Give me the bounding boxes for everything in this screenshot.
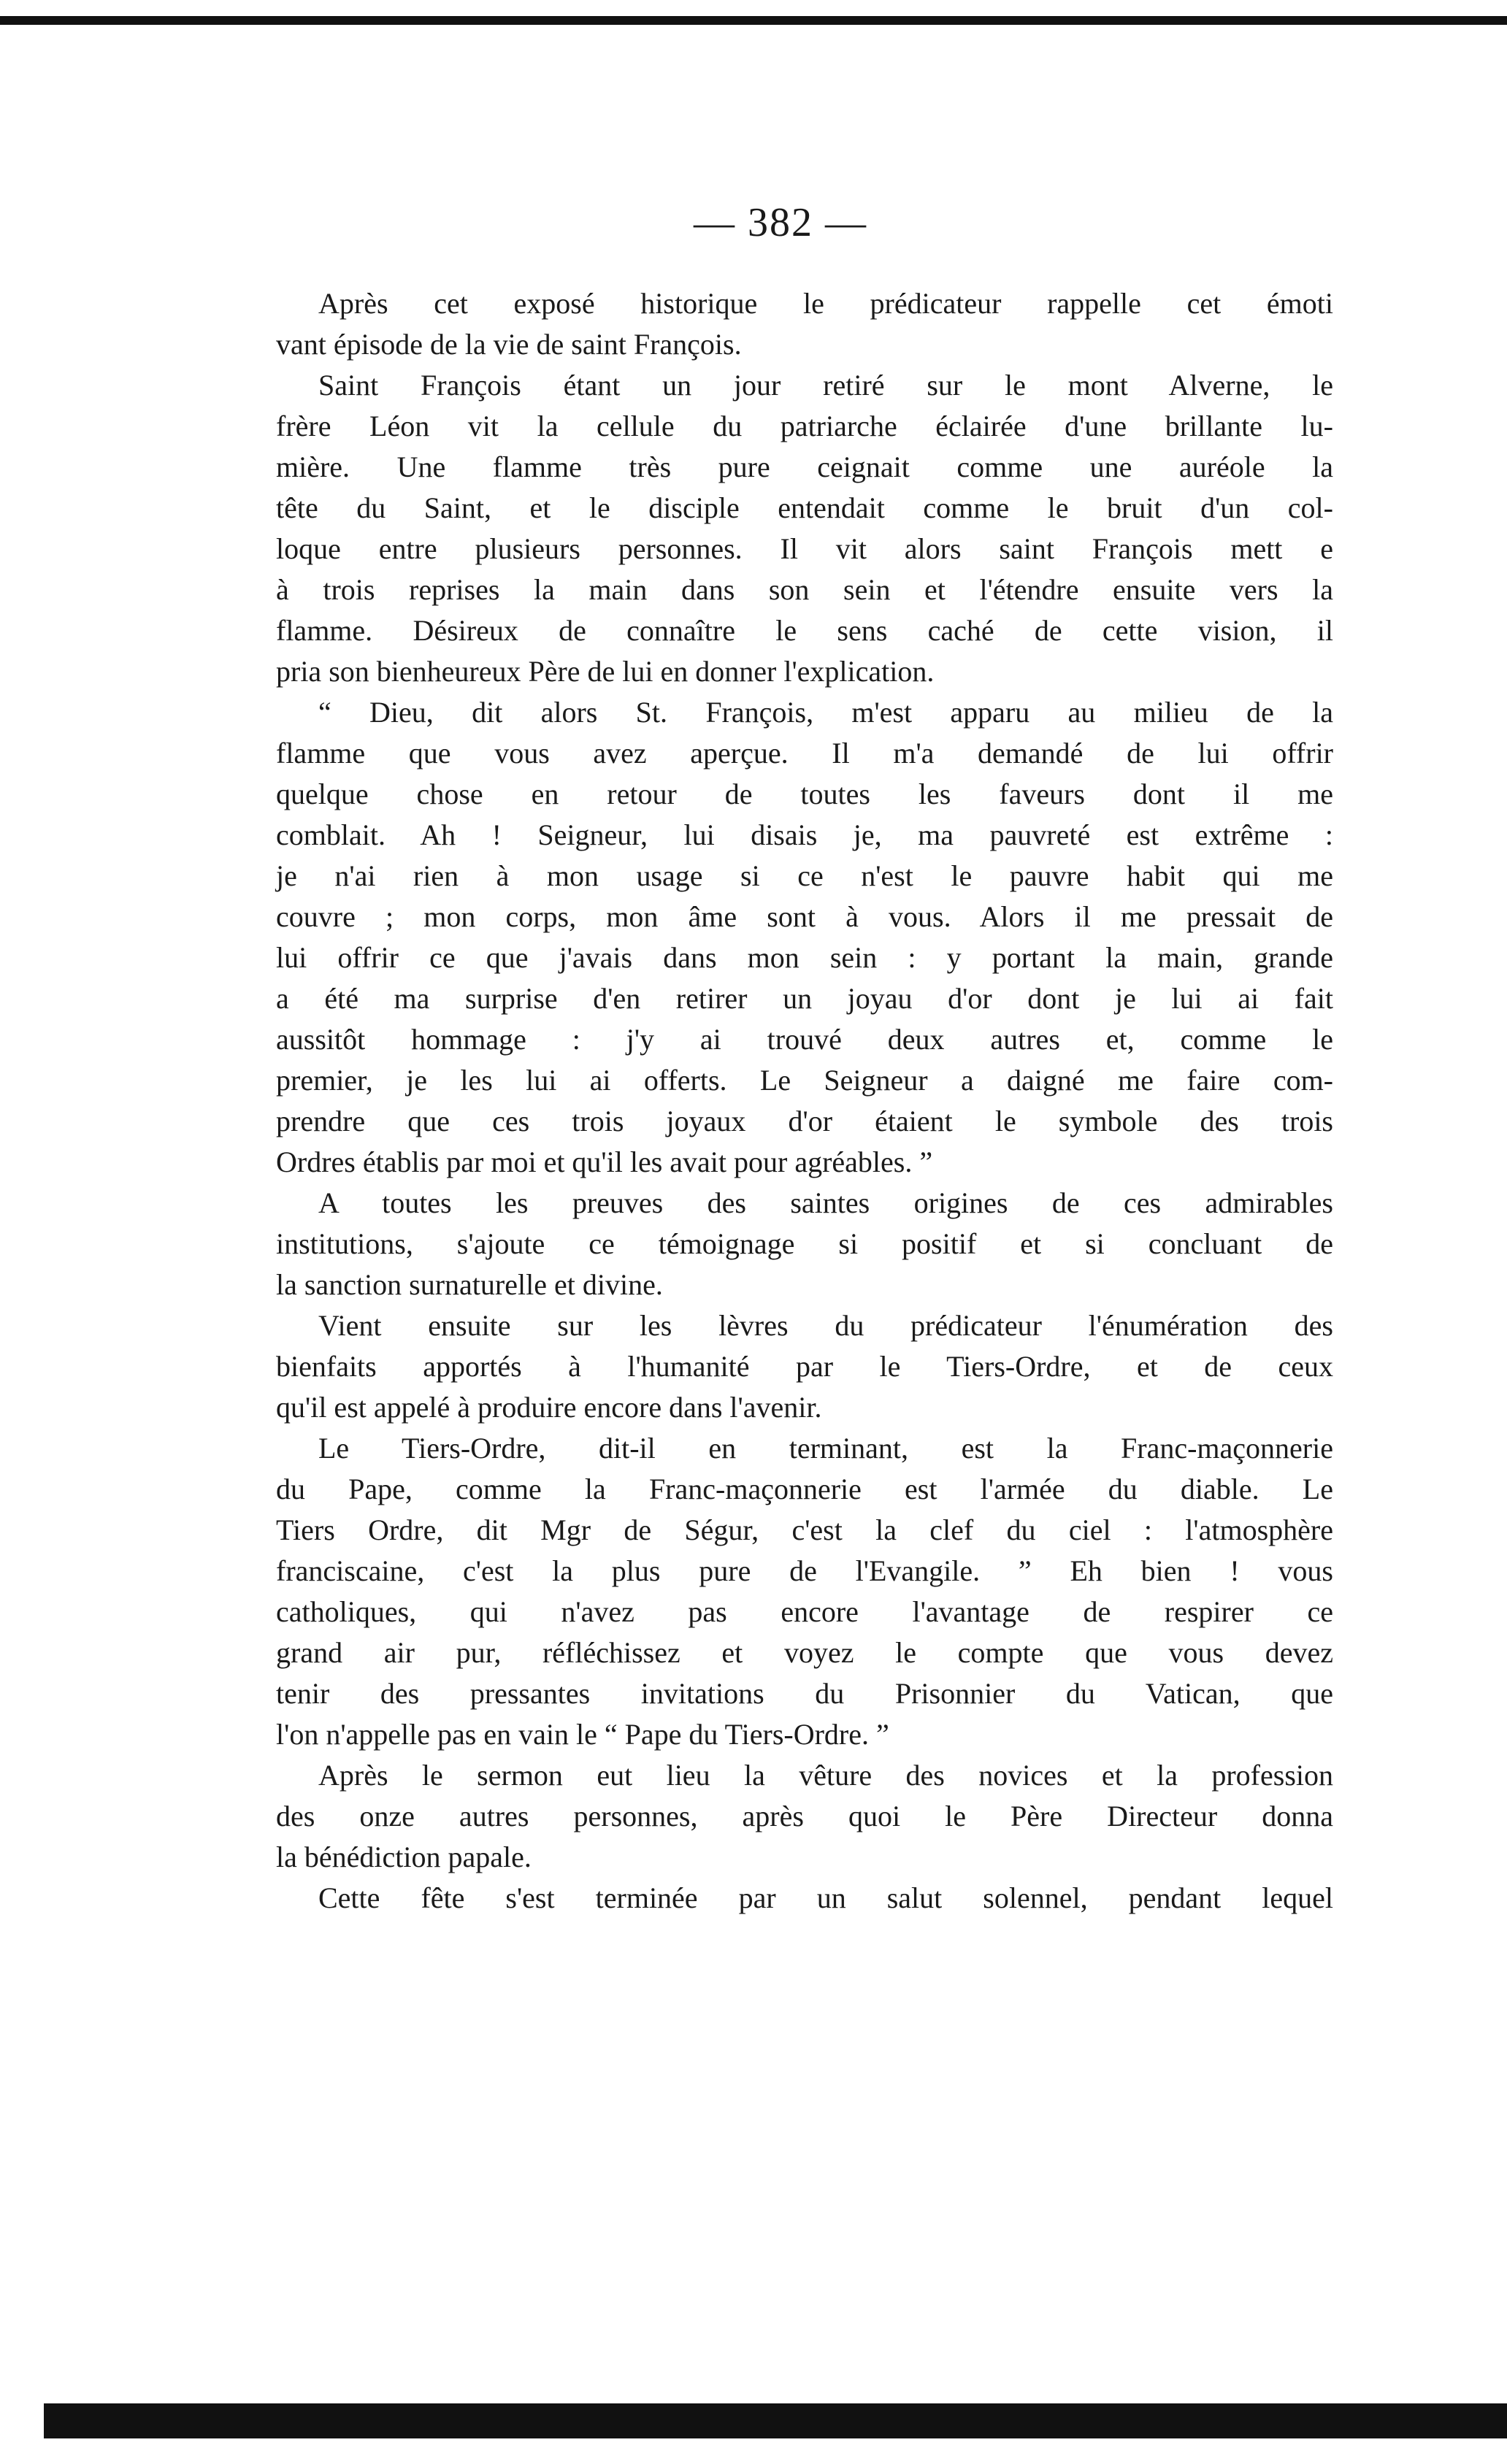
text-line: Le Tiers-Ordre, dit-il en terminant, est la Franc-maçonnerie [318, 1432, 1333, 1465]
text-line: grand air pur, réfléchissez et voyez le compte que vous devez [276, 1636, 1333, 1669]
text-line: premier, je les lui ai offerts. Le Seigneur a daigné me faire com- [276, 1064, 1333, 1097]
text-line: a été ma surprise d'en retirer un joyau d'or dont je lui ai fait [276, 982, 1333, 1015]
text-line: du Pape, comme la Franc-maçonnerie est l'armée du diable. Le [276, 1473, 1333, 1505]
text-line: institutions, s'ajoute ce témoignage si positif et si concluant de [276, 1227, 1333, 1260]
text-line: Après cet exposé historique le prédicateur rappelle cet émoti [318, 287, 1333, 320]
text-line: aussitôt hommage : j'y ai trouvé deux autres et, comme le [276, 1023, 1333, 1056]
text-line: tête du Saint, et le disciple entendait comme le bruit d'un col- [276, 491, 1333, 524]
text-line: couvre ; mon corps, mon âme sont à vous. Alors il me pressait de [276, 900, 1333, 933]
text-line: A toutes les preuves des saintes origines de ces admirables [318, 1186, 1333, 1219]
text-line: je n'ai rien à mon usage si ce n'est le pauvre habit qui me [276, 859, 1333, 892]
text-line: frère Léon vit la cellule du patriarche éclairée d'une brillante lu- [276, 410, 1333, 442]
text-line: Cette fête s'est terminée par un salut solennel, pendant lequel [318, 1881, 1333, 1914]
text-line: Tiers Ordre, dit Mgr de Ségur, c'est la clef du ciel : l'atmosphère [276, 1513, 1333, 1546]
text-line: flamme. Désireux de connaître le sens caché de cette vision, il [276, 614, 1333, 647]
text-line: qu'il est appelé à produire encore dans l'avenir. [276, 1391, 822, 1424]
top-scan-border [0, 16, 1507, 25]
text-line: la bénédiction papale. [276, 1841, 532, 1873]
text-line: des onze autres personnes, après quoi le Père Directeur donna [276, 1800, 1333, 1832]
text-line: vant épisode de la vie de saint François. [276, 328, 742, 361]
text-line: quelque chose en retour de toutes les faveurs dont il me [276, 778, 1333, 810]
text-line: Saint François étant un jour retiré sur le mont Alverne, le [318, 369, 1333, 402]
text-line: prendre que ces trois joyaux d'or étaient le symbole des trois [276, 1105, 1333, 1137]
text-line: mière. Une flamme très pure ceignait comme une auréole la [276, 450, 1333, 483]
text-line: comblait. Ah ! Seigneur, lui disais je, ma pauvreté est extrême : [276, 818, 1333, 851]
text-line: franciscaine, c'est la plus pure de l'Evangile. ” Eh bien ! vous [276, 1554, 1333, 1587]
text-line: l'on n'appelle pas en vain le “ Pape du Tiers-Ordre. ” [276, 1718, 889, 1751]
text-line: “ Dieu, dit alors St. François, m'est apparu au milieu de la [318, 696, 1333, 729]
text-line: catholiques, qui n'avez pas encore l'avantage de respirer ce [276, 1595, 1333, 1628]
body-text [276, 283, 1333, 1919]
text-line: tenir des pressantes invitations du Prisonnier du Vatican, que [276, 1677, 1333, 1710]
text-line: Après le sermon eut lieu la vêture des novices et la profession [318, 1759, 1333, 1792]
text-line: bienfaits apportés à l'humanité par le Tiers-Ordre, et de ceux [276, 1350, 1333, 1383]
text-line: à trois reprises la main dans son sein et l'étendre ensuite vers la [276, 573, 1333, 606]
text-line: lui offrir ce que j'avais dans mon sein : y portant la main, grande [276, 941, 1333, 974]
page-number: — 382 — [694, 200, 867, 245]
text-line: loque entre plusieurs personnes. Il vit alors saint François mett e [276, 532, 1333, 565]
text-line: Vient ensuite sur les lèvres du prédicateur l'énumération des [318, 1309, 1333, 1342]
text-line: flamme que vous avez aperçue. Il m'a demandé de lui offrir [276, 737, 1333, 769]
bottom-scan-border [44, 2403, 1507, 2438]
text-line: pria son bienheureux Père de lui en donner l'explication. [276, 655, 935, 688]
text-line: Ordres établis par moi et qu'il les avait pour agréables. ” [276, 1145, 933, 1178]
text-line: la sanction surnaturelle et divine. [276, 1268, 663, 1301]
